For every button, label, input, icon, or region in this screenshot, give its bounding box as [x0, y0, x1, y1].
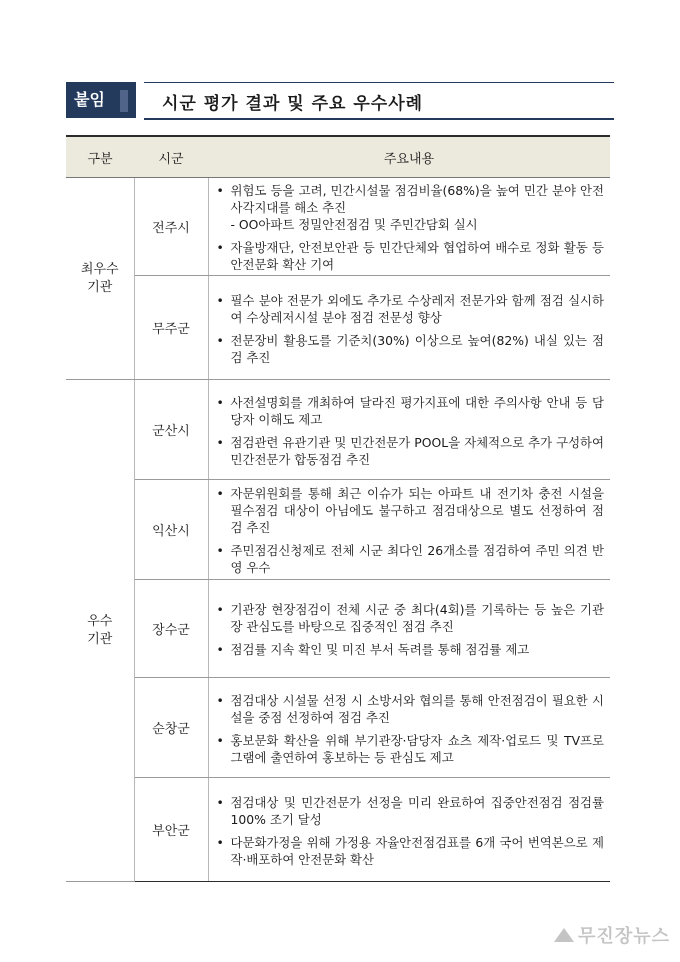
mountain-logo-icon — [554, 928, 574, 942]
table-row — [66, 678, 610, 778]
list-item: • 점검대상 시설물 선정 시 소방서와 협의를 통해 안전점검이 필요한 시설을 중점 선정하여 점검 추진 — [217, 692, 605, 726]
watermark-text: 무진장뉴스 — [578, 926, 670, 947]
content-cell — [208, 480, 610, 580]
column-header-category: 구분 — [66, 136, 134, 178]
table-row — [66, 778, 610, 882]
list-item: • 사전설명회를 개최하여 달라진 평가지표에 대한 주의사항 안내 등 담당자 이해도 제고 — [217, 394, 605, 428]
list-item: • 점검대상 및 민간전문가 선정을 미리 완료하여 집중안전점검 점검률 100% 조기 달성 — [217, 794, 605, 828]
list-item: • 전문장비 활용도를 기준치(30%) 이상으로 높여(82%) 내실 있는 점검 추진 — [217, 332, 605, 366]
page-title: 시군 평가 결과 및 주요 우수사례 — [162, 94, 424, 114]
column-header-city: 시군 — [134, 136, 208, 178]
header-top-rule — [144, 82, 614, 83]
content-cell — [208, 276, 610, 380]
table-header-row — [66, 136, 610, 178]
column-header-content: 주요내용 — [208, 136, 610, 178]
city-cell: 순창군 — [134, 678, 208, 778]
table-row — [66, 276, 610, 380]
content-cell — [208, 380, 610, 480]
table-row — [66, 380, 610, 480]
content-cell — [208, 580, 610, 678]
results-table — [66, 135, 610, 882]
watermark — [554, 922, 670, 948]
badge-accent — [120, 90, 128, 112]
list-item: • 점검관련 유관기관 및 민간전문가 POOL을 자체적으로 추가 구성하여 민간전문가 합동점검 추진 — [217, 434, 605, 468]
header-bottom-rule — [144, 118, 614, 120]
content-cell — [208, 178, 610, 276]
list-item: • 필수 분야 전문가 외에도 추가로 수상레저 전문가와 함께 점검 실시하여 수상레저시설 분야 점검 전문성 향상 — [217, 292, 605, 326]
list-item: • 주민점검신청제로 전체 시군 최다인 26개소를 점검하여 주민 의견 반영 우수 — [217, 542, 605, 576]
table-row — [66, 580, 610, 678]
list-item: • 자율방재단, 안전보안관 등 민간단체와 협업하여 배수로 정화 활동 등 안전문화 확산 기여 — [217, 239, 605, 273]
list-item: • 위험도 등을 고려, 민간시설물 점검비율(68%)을 높여 민간 분야 안전사각지대를 해소 추진 - OO아파트 정밀안전점검 및 주민간담회 실시 — [217, 182, 605, 233]
content-cell — [208, 678, 610, 778]
table-row — [66, 178, 610, 276]
city-cell: 부안군 — [134, 778, 208, 882]
content-cell — [208, 778, 610, 882]
list-item: • 점검률 지속 확인 및 미진 부서 독려를 통해 점검률 제고 — [217, 641, 605, 658]
attachment-badge: 붙임 — [66, 82, 136, 118]
city-cell: 장수군 — [134, 580, 208, 678]
category-cell-excellent: 우수 기관 — [66, 380, 134, 882]
city-cell: 군산시 — [134, 380, 208, 480]
city-cell: 무주군 — [134, 276, 208, 380]
city-cell: 전주시 — [134, 178, 208, 276]
list-item: • 기관장 현장점검이 전체 시군 중 최다(4회)를 기록하는 등 높은 기관장 관심도를 바탕으로 집중적인 점검 추진 — [217, 601, 605, 635]
list-item: • 홍보문화 확산을 위해 부기관장·담당자 쇼츠 제작·업로드 및 TV프로그램에 출연하여 홍보하는 등 관심도 제고 — [217, 732, 605, 766]
category-cell-top: 최우수 기관 — [66, 178, 134, 380]
section-header — [66, 82, 614, 118]
city-cell: 익산시 — [134, 480, 208, 580]
table-row — [66, 480, 610, 580]
list-item: • 자문위원회를 통해 최근 이슈가 되는 아파트 내 전기차 충전 시설을 필수점검 대상이 아님에도 불구하고 점검대상으로 별도 선정하여 점검 추진 — [217, 485, 605, 536]
list-item: • 다문화가정을 위해 가정용 자율안전점검표를 6개 국어 번역본으로 제작·배포하여 안전문화 확산 — [217, 834, 605, 868]
